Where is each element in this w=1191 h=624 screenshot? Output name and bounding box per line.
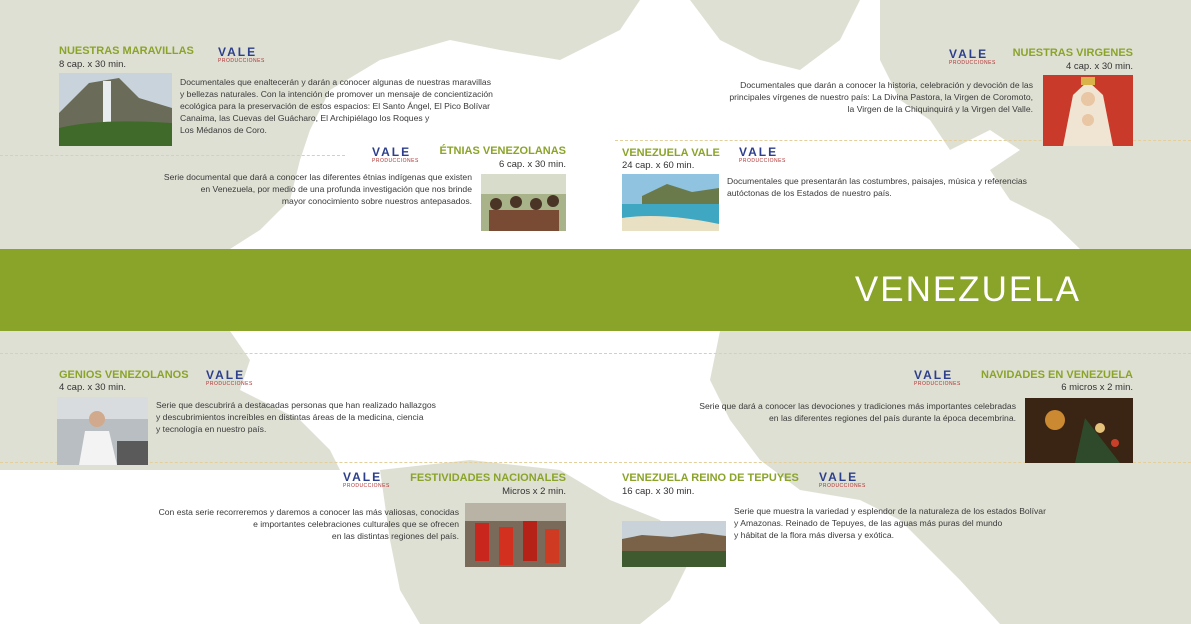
series-episodes: 6 cap. x 30 min.: [498, 159, 566, 170]
divider: [0, 462, 1191, 463]
christmas-candle-photo: [1025, 398, 1133, 463]
logo-name: VALE: [372, 145, 412, 159]
logo-tagline: PRODUCCIONES: [372, 158, 419, 164]
logo-name: VALE: [949, 47, 989, 61]
series-description: Con esta serie recorreremos y daremos a conocer las más valiosas, conocidas e importantes celebraciones culturales que se ofrecen en las distintas regiones del país.: [158, 507, 459, 541]
vale-producciones-logo: [947, 47, 1007, 67]
series-title: NAVIDADES EN VENEZUELA: [981, 369, 1133, 381]
series-title: NUESTRAS VIRGENES: [1012, 47, 1133, 59]
series-episodes: 6 micros x 2 min.: [1061, 382, 1133, 393]
scientist-photo: [57, 397, 148, 465]
series-title: NUESTRAS MARAVILLAS: [59, 45, 194, 57]
logo-name: VALE: [914, 368, 954, 382]
logo-name: VALE: [343, 470, 383, 484]
beach-photo: [622, 174, 719, 231]
banner-title: VENEZUELA: [854, 270, 1081, 309]
series-episodes: 4 cap. x 30 min.: [1065, 61, 1133, 72]
logo-name: VALE: [206, 368, 246, 382]
series-title: VENEZUELA REINO DE TEPUYES: [622, 472, 799, 484]
logo-name: VALE: [739, 145, 779, 159]
indigenous-children-photo: [481, 174, 566, 231]
logo-tagline: PRODUCCIONES: [218, 58, 265, 64]
series-title: FESTIVIDADES NACIONALES: [410, 472, 566, 484]
vale-producciones-logo: [912, 368, 972, 388]
logo-name: VALE: [819, 470, 859, 484]
series-description: Serie que dará a conocer las devociones y tradiciones más importantes celebradas en las diferentes regiones del país durante la época decembrina.: [699, 401, 1016, 423]
vale-producciones-logo: [817, 470, 877, 490]
logo-tagline: PRODUCCIONES: [343, 483, 390, 489]
series-episodes: Micros x 2 min.: [502, 486, 566, 497]
festival-dancers-photo: [465, 503, 566, 567]
divider: [0, 353, 1191, 354]
logo-tagline: PRODUCCIONES: [914, 381, 961, 387]
vale-producciones-logo: [341, 470, 401, 490]
logo-name: VALE: [218, 45, 258, 59]
series-description: Serie documental que dará a conocer las diferentes étnias indígenas que existen en Venezuela, por medio de una profunda investigación que nos brinde mayor conocimiento sobre nuestros antepasados.: [163, 172, 472, 206]
series-title: GENIOS VENEZOLANOS: [59, 369, 189, 381]
series-description: Serie que descubrirá a destacadas personas que han realizado hallazgos y descubrimientos increíbles en distintas áreas de la medicina, ciencia y tecnología en nuestro país.: [156, 400, 436, 434]
series-title: ÉTNIAS VENEZOLANAS: [439, 145, 566, 157]
tepuy-photo: [622, 521, 726, 567]
series-description: Documentales que enaltecerán y darán a conocer algunas de nuestras maravillas y bellezas naturales. Con la intención de promover un mensaje de concientización ecológica para la preservación de estos espacios: El Santo Ángel, El Pico Bolívar Canaima, las Cuevas del Guácharo, El Archipiélago los Roques y Los Médanos de Coro.: [180, 77, 493, 135]
series-episodes: 16 cap. x 30 min.: [622, 486, 695, 497]
series-episodes: 8 cap. x 30 min.: [59, 59, 127, 70]
logo-tagline: PRODUCCIONES: [819, 483, 866, 489]
vale-producciones-logo: [216, 45, 276, 65]
series-title: VENEZUELA VALE: [622, 147, 720, 159]
series-description: Documentales que darán a conocer la historia, celebración y devoción de las principales vírgenes de nuestro país: La Divina Pastora, la Virgen de Coromoto, la Virgen de la Chiquinquirá y la Virgen del Valle.: [729, 80, 1033, 114]
virgin-image: [1043, 75, 1133, 146]
waterfall-photo: [59, 73, 172, 146]
series-episodes: 24 cap. x 60 min.: [622, 160, 695, 171]
divider: [0, 155, 345, 156]
vale-producciones-logo: [737, 145, 797, 165]
logo-tagline: PRODUCCIONES: [206, 381, 253, 387]
vale-producciones-logo: [204, 368, 264, 388]
logo-tagline: PRODUCCIONES: [949, 60, 996, 66]
series-episodes: 4 cap. x 30 min.: [59, 382, 127, 393]
series-description: Documentales que presentarán las costumbres, paisajes, música y referencias autóctonas de los Estados de nuestro país.: [727, 176, 1027, 198]
series-description: Serie que muestra la variedad y esplendor de la naturaleza de los estados Bolívar y Amazonas. Reinado de Tepuyes, de las aguas más puras del mundo y hábitat de la flora más diversa y exótica.: [734, 506, 1046, 540]
logo-tagline: PRODUCCIONES: [739, 158, 786, 164]
